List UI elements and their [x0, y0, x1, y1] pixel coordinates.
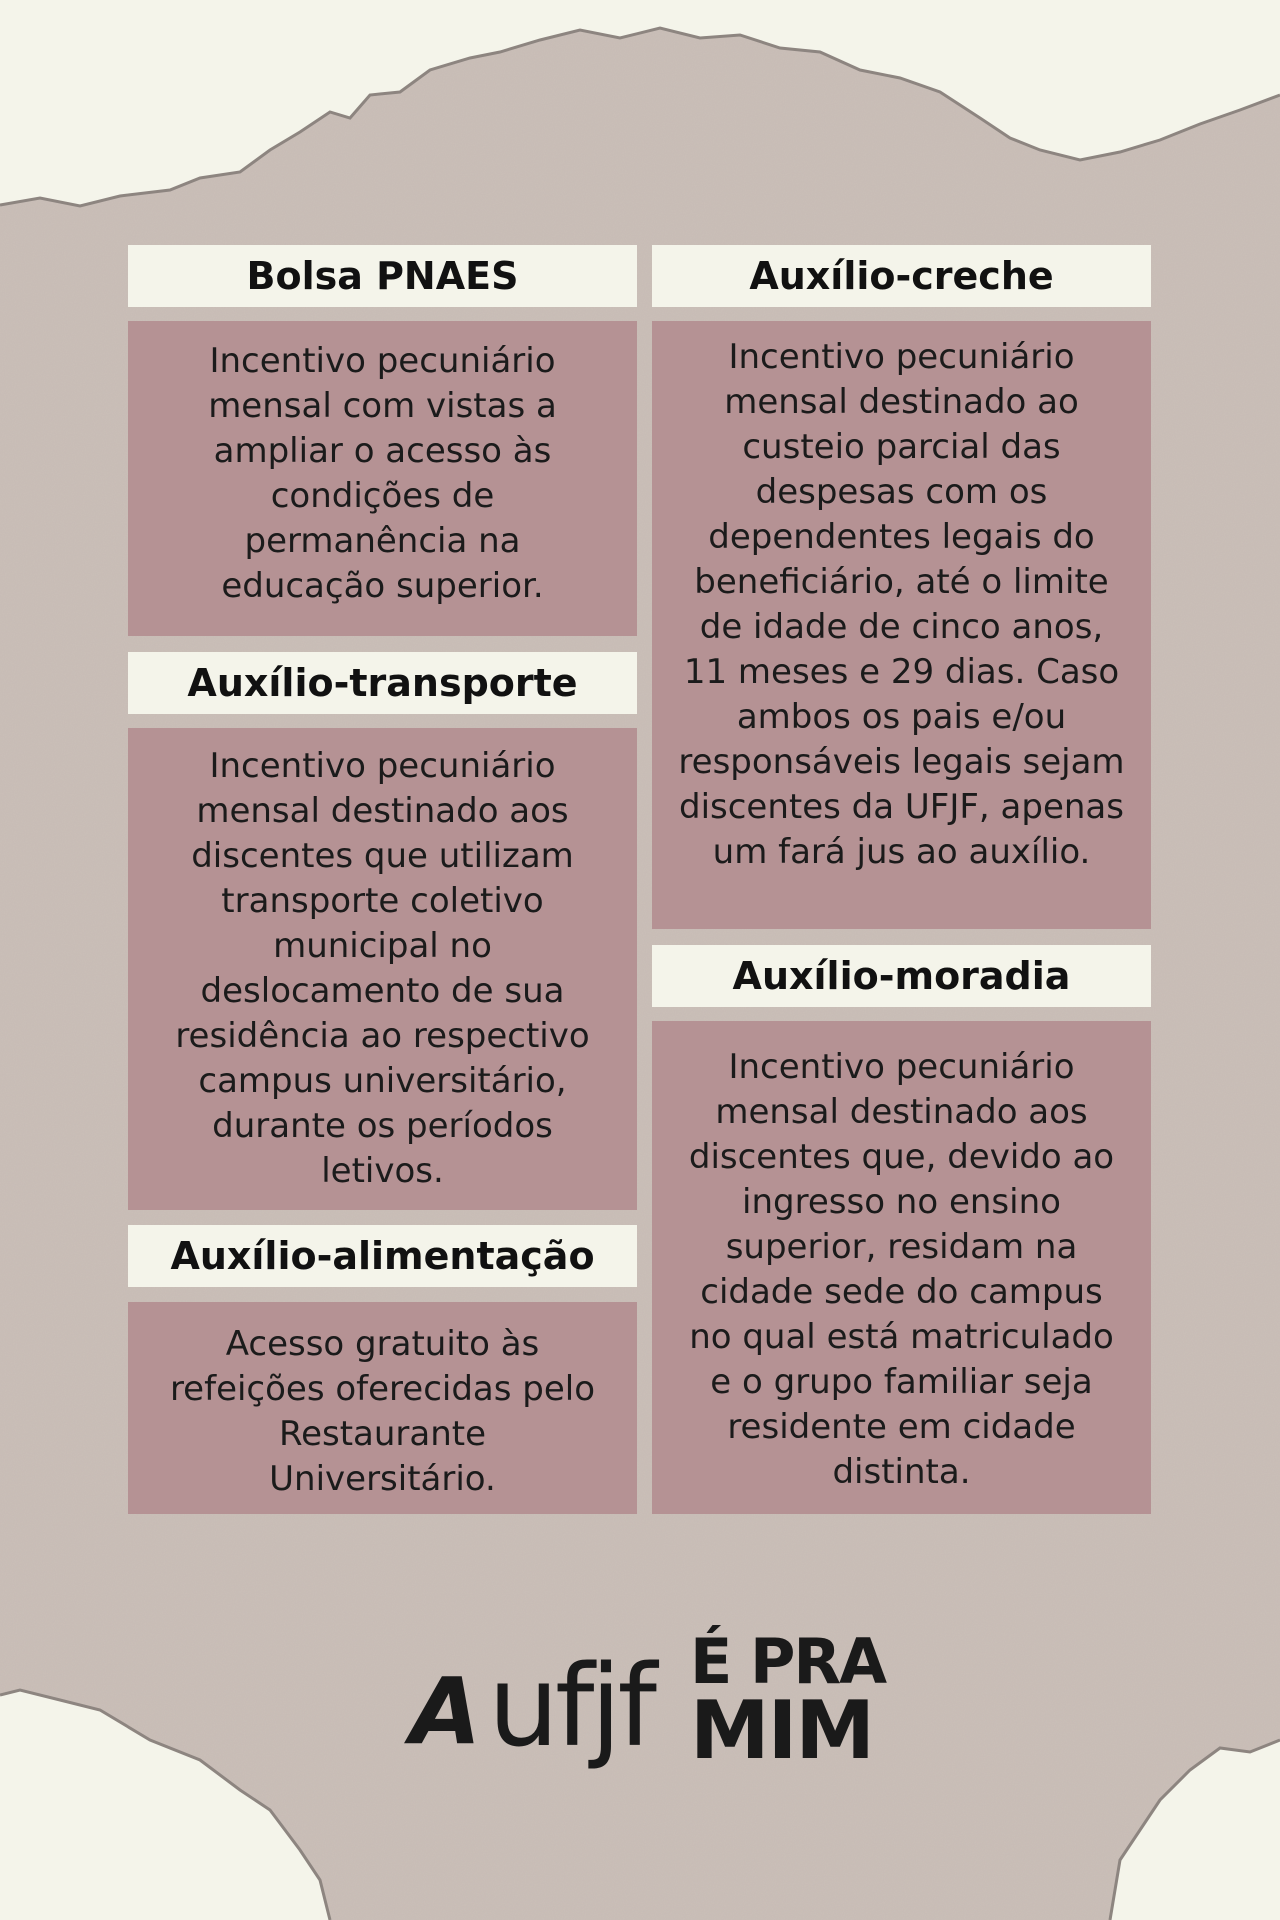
card-title-auxilio-alimentacao: Auxílio-alimentação	[128, 1225, 637, 1287]
card-body-auxilio-transporte	[128, 728, 637, 1210]
card-body-auxilio-alimentacao	[128, 1302, 637, 1514]
card-title-auxilio-moradia: Auxílio-moradia	[652, 945, 1151, 1007]
card-title-bolsa-pnaes: Bolsa PNAES	[128, 245, 637, 307]
card-title-auxilio-creche: Auxílio-creche	[652, 245, 1151, 307]
logo-mim: MIM	[690, 1684, 873, 1777]
card-title-auxilio-transporte: Auxílio-transporte	[128, 652, 637, 714]
card-body-bolsa-pnaes	[128, 321, 637, 636]
card-text-auxilio-transporte: Incentivo pecuniário mensal destinado aos discentes que utilizam transporte coletivo municipal no deslocamento de sua residência ao respectivo campus universitário, durante os períodos letivos.	[175, 746, 590, 1191]
logo-a: A	[410, 1658, 482, 1765]
card-text-auxilio-alimentacao: Acesso gratuito às refeições oferecidas pelo Restaurante Universitário.	[169, 1324, 596, 1499]
card-text-bolsa-pnaes: Incentivo pecuniário mensal com vistas a ampliar o acesso às condições de permanência na educação superior.	[208, 341, 557, 606]
logo-e-pra: É PRA	[690, 1625, 886, 1698]
card-text-auxilio-moradia: Incentivo pecuniário mensal destinado aos discentes que, devido ao ingresso no ensino superior, residam na cidade sede do campus no qual está matriculado e o grupo familiar seja residente em cidade distinta.	[688, 1047, 1115, 1492]
card-body-auxilio-creche	[652, 321, 1151, 929]
logo-ufjf: ufjf	[488, 1642, 653, 1772]
card-body-auxilio-moradia	[652, 1021, 1151, 1514]
card-text-auxilio-creche: Incentivo pecuniário mensal destinado ao custeio parcial das despesas com os dependentes legais do beneficiário, até o limite de idade de cinco anos, 11 meses e 29 dias. Caso ambos os pais e/ou responsáveis legais sejam discentes da UFJF, apenas um fará jus ao auxílio.	[678, 337, 1125, 872]
ufjf-logo	[400, 1600, 900, 1800]
